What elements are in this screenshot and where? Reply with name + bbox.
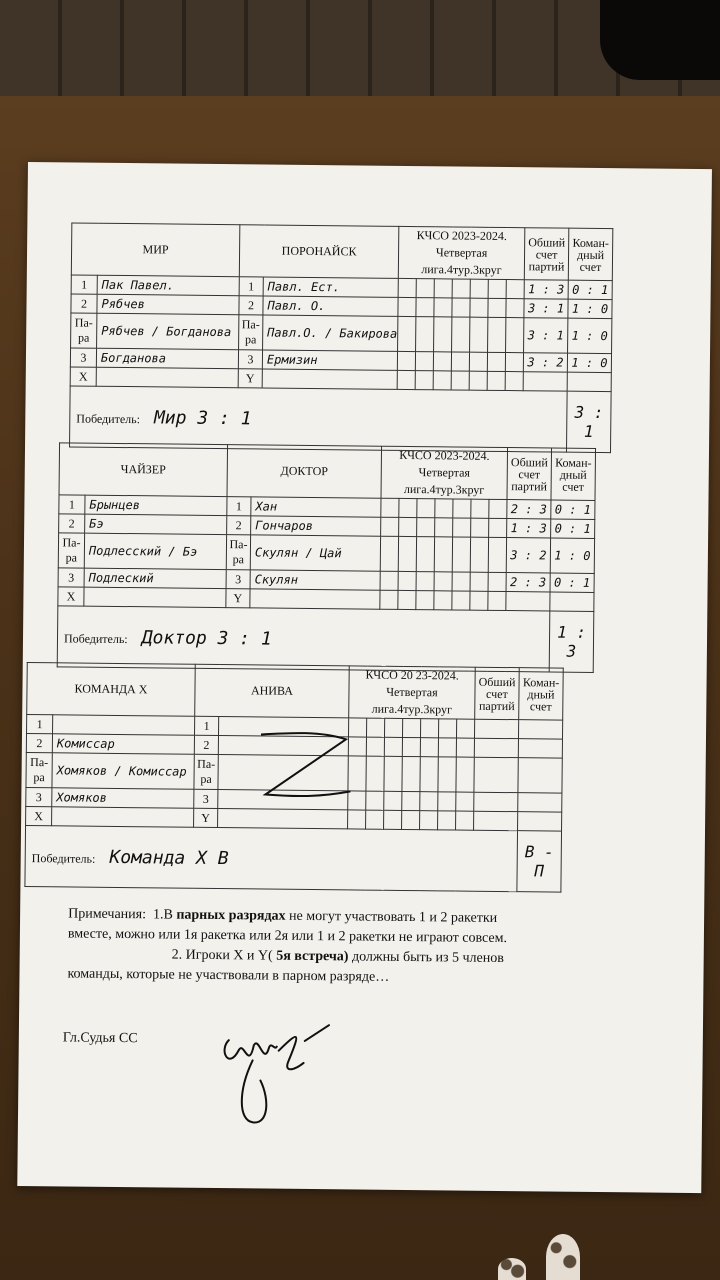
game-score-cell: [397, 351, 415, 370]
game-score-cell: [384, 718, 402, 737]
total-score: [474, 811, 518, 830]
total-score: [474, 792, 518, 811]
tournament-title: КЧСО 2023-2024. Четвертая лига.4тур.3круг: [398, 226, 525, 279]
game-score-cell: [415, 371, 433, 390]
game-score-cell: [505, 372, 523, 391]
player-a-name: [52, 807, 194, 827]
game-score-cell: [470, 317, 488, 352]
game-score-cell: [420, 792, 438, 811]
player-a-number: 2: [26, 734, 52, 753]
team-a-name: ЧАЙЗЕР: [59, 443, 228, 497]
player-b-name: [262, 369, 397, 389]
winner-row: [57, 606, 550, 672]
winner-row: [25, 826, 518, 892]
crossed-out-mark: [250, 724, 361, 805]
col-total-header: Обший счет партий: [524, 228, 569, 280]
score-sheet: [17, 162, 712, 1193]
player-b-name: Ермизин: [262, 350, 397, 370]
game-score-cell: [489, 499, 507, 518]
game-score-cell: [402, 810, 420, 829]
total-score: [523, 372, 567, 391]
game-score-cell: [435, 518, 453, 537]
game-score-cell: [402, 756, 420, 791]
game-score-cell: [471, 499, 489, 518]
game-score-cell: [487, 352, 505, 371]
game-score-cell: [381, 498, 399, 517]
judge-label: Гл.Судья СС: [62, 1030, 138, 1047]
winner-row: [70, 386, 568, 452]
game-score-cell: [398, 590, 416, 609]
winner-value: Доктор 3 : 1: [141, 626, 272, 650]
game-score-cell: [452, 298, 470, 317]
game-score-cell: [366, 810, 384, 829]
game-score-cell: [438, 811, 456, 830]
notes-line1-post: не могут участвовать 1 и 2 ракетки: [285, 908, 498, 926]
game-score-cell: [402, 791, 420, 810]
team-a-name: МИР: [71, 223, 240, 277]
player-a-number: 1: [59, 495, 85, 514]
team-a-name: КОМАНДА Х: [27, 663, 196, 717]
game-score-cell: [398, 297, 416, 316]
player-a-number: 1: [71, 275, 97, 294]
game-score-cell: [434, 572, 452, 591]
judge-signature: [208, 1010, 339, 1131]
player-b-number: 2: [227, 516, 251, 535]
game-score-cell: [470, 537, 488, 572]
game-score-cell: [420, 811, 438, 830]
game-score-cell: [469, 352, 487, 371]
game-score-cell: [488, 317, 506, 352]
game-score-cell: [433, 371, 451, 390]
game-score-cell: [451, 352, 469, 371]
match-block-3: [24, 662, 563, 893]
team-score: 1 : 0: [550, 538, 594, 573]
game-score-cell: [452, 591, 470, 610]
table-row: [58, 533, 594, 574]
game-score-cell: [366, 737, 384, 756]
game-score-cell: [451, 371, 469, 390]
game-score-cell: [397, 370, 415, 389]
game-score-cell: [456, 738, 474, 757]
player-a-name: Подлесский / Бэ: [84, 533, 226, 569]
total-score: [474, 757, 518, 792]
game-score-cell: [399, 498, 417, 517]
player-a-name: Рябчев: [97, 294, 239, 314]
game-score-cell: [420, 719, 438, 738]
player-a-name: Комиссар: [52, 734, 194, 754]
player-b-number: 3: [226, 570, 250, 589]
game-score-cell: [452, 279, 470, 298]
player-b-number: Y: [238, 369, 262, 388]
team-score: 0 : 1: [551, 500, 595, 519]
game-score-cell: [434, 591, 452, 610]
winner-value: Мир 3 : 1: [153, 406, 252, 429]
game-score-cell: [452, 572, 470, 591]
game-score-cell: [416, 537, 434, 572]
game-score-cell: [487, 371, 505, 390]
notes-line3-post: должны быть из 5 членов: [348, 949, 504, 967]
game-score-cell: [398, 536, 416, 571]
team-b-name: ПОРОНАЙСК: [239, 225, 399, 279]
game-score-cell: [453, 518, 471, 537]
player-b-name: [250, 589, 380, 609]
notes-line1-bold: парных разрядах: [176, 907, 286, 924]
game-score-cell: [434, 298, 452, 317]
game-score-cell: [381, 517, 399, 536]
game-score-cell: [506, 318, 524, 353]
total-score: 1 : 3: [507, 519, 551, 538]
game-score-cell: [488, 298, 506, 317]
game-score-cell: [398, 571, 416, 590]
game-score-cell: [456, 811, 474, 830]
team-score: 1 : 0: [568, 318, 612, 353]
team-score: [550, 592, 594, 611]
game-score-cell: [384, 791, 402, 810]
team-score: 1 : 0: [567, 353, 611, 372]
game-score-cell: [452, 317, 470, 352]
game-score-cell: [434, 279, 452, 298]
game-score-cell: [453, 499, 471, 518]
game-score-cell: [435, 499, 453, 518]
game-score-cell: [416, 591, 434, 610]
team-b-name: ДОКТОР: [227, 445, 382, 499]
player-a-name: [96, 367, 238, 387]
player-b-number: 3: [238, 350, 262, 369]
player-a-number: 3: [70, 348, 96, 367]
game-score-cell: [417, 518, 435, 537]
total-score: [474, 719, 518, 738]
match-block-2: [57, 442, 596, 673]
game-score-cell: [402, 737, 420, 756]
total-score: 3 : 2: [523, 353, 567, 372]
player-b-number: 1: [239, 277, 263, 296]
game-score-cell: [488, 572, 506, 591]
game-score-cell: [470, 279, 488, 298]
game-score-cell: [456, 792, 474, 811]
game-score-cell: [438, 738, 456, 757]
winner-label: Победитель:: [63, 630, 128, 646]
total-score: [506, 592, 550, 611]
notes-line2: вместе, можно или 1я ракетка или 2я или 1 и 2 ракетки не играют совсем.: [67, 926, 508, 947]
final-score: 3 : 1: [567, 391, 612, 452]
game-score-cell: [488, 591, 506, 610]
player-b-number: Па-ра: [194, 754, 218, 789]
notes-line4: команды, которые не участвовали в парном разряде…: [67, 966, 390, 985]
game-score-cell: [380, 590, 398, 609]
player-b-name: Павл. Ест.: [263, 277, 398, 297]
col-team-header: Коман-дный счет: [551, 448, 596, 500]
player-a-number: 1: [27, 715, 53, 734]
game-score-cell: [471, 518, 489, 537]
notes: [67, 904, 628, 990]
player-b-number: Па-ра: [226, 535, 250, 570]
game-score-cell: [366, 756, 384, 791]
player-b-number: 2: [239, 296, 263, 315]
game-score-cell: [402, 718, 420, 737]
team-b-name: АНИВА: [195, 664, 350, 718]
tournament-title: КЧСО 20 23-2024. Четвертая лига.4тур.3круг: [349, 666, 476, 719]
game-score-cell: [452, 537, 470, 572]
player-b-number: 1: [227, 497, 251, 516]
team-score: [518, 739, 562, 758]
game-score-cell: [489, 518, 507, 537]
game-score-cell: [384, 737, 402, 756]
total-score: 2 : 3: [507, 500, 551, 519]
player-a-name: [84, 587, 226, 607]
col-team-header: Коман-дный счет: [519, 668, 564, 720]
team-score: [518, 758, 562, 793]
game-score-cell: [505, 353, 523, 372]
game-score-cell: [399, 517, 417, 536]
game-score-cell: [384, 810, 402, 829]
notes-line3-pre: 2. Игроки X и Y(: [171, 947, 277, 964]
game-score-cell: [420, 757, 438, 792]
player-b-number: Y: [226, 589, 250, 608]
team-score: [567, 372, 611, 391]
game-score-cell: [456, 757, 474, 792]
player-a-number: X: [26, 807, 52, 826]
team-score: [518, 720, 562, 739]
total-score: 2 : 3: [506, 573, 550, 592]
player-b-name: Скулян: [250, 570, 380, 590]
team-score: 1 : 0: [568, 299, 612, 318]
player-b-number: 2: [194, 735, 218, 754]
total-score: 3 : 2: [506, 538, 550, 573]
game-score-cell: [416, 572, 434, 591]
game-score-cell: [470, 591, 488, 610]
game-score-cell: [506, 280, 524, 299]
player-a-number: 2: [59, 514, 85, 533]
match-block-1: [69, 222, 613, 453]
shoe-right: [546, 1234, 580, 1280]
team-score: 0 : 1: [551, 519, 595, 538]
game-score-cell: [384, 756, 402, 791]
player-b-number: Па-ра: [239, 315, 263, 350]
game-score-cell: [488, 279, 506, 298]
notes-line1-pre: 1.В: [152, 907, 177, 923]
game-score-cell: [417, 499, 435, 518]
game-score-cell: [433, 352, 451, 371]
game-score-cell: [415, 352, 433, 371]
player-b-name: Павл.О. / Бакирова: [263, 315, 398, 351]
game-score-cell: [438, 757, 456, 792]
player-a-name: Подлеский: [84, 568, 226, 588]
winner-value: Команда Х В: [109, 846, 229, 869]
total-score: [474, 738, 518, 757]
winner-label: Победитель:: [76, 411, 141, 426]
player-a-name: Брынцев: [85, 495, 227, 515]
player-a-number: X: [70, 367, 96, 386]
player-a-name: Хомяков / Комиссар: [52, 753, 194, 789]
player-b-name: Хан: [251, 497, 381, 517]
col-total-header: Обший счет партий: [475, 667, 520, 719]
game-score-cell: [470, 298, 488, 317]
tournament-title: КЧСО 2023-2024. Четвертая лига.4тур.3круг: [381, 446, 508, 499]
team-score: 0 : 1: [550, 573, 594, 592]
game-score-cell: [380, 536, 398, 571]
total-score: 1 : 3: [524, 280, 568, 299]
table-row: [71, 313, 612, 354]
game-score-cell: [438, 792, 456, 811]
shoe-left: [498, 1258, 526, 1280]
player-b-number: 1: [195, 716, 219, 735]
game-score-cell: [438, 719, 456, 738]
game-score-cell: [416, 279, 434, 298]
game-score-cell: [434, 317, 452, 352]
player-a-number: X: [58, 587, 84, 606]
game-score-cell: [398, 278, 416, 297]
team-score: [518, 812, 562, 831]
game-score-cell: [456, 719, 474, 738]
player-a-name: Бэ: [85, 514, 227, 534]
game-score-cell: [506, 299, 524, 318]
player-a-number: 3: [58, 568, 84, 587]
game-score-cell: [366, 791, 384, 810]
player-a-name: [53, 715, 195, 735]
notes-title: Примечания:: [68, 906, 147, 923]
player-b-number: Y: [194, 808, 218, 827]
game-score-cell: [366, 718, 384, 737]
total-score: 3 : 1: [524, 299, 568, 318]
player-a-number: Па-ра: [26, 753, 52, 788]
game-score-cell: [434, 537, 452, 572]
player-b-name: Павл. О.: [263, 296, 398, 316]
match-table: [57, 442, 596, 673]
player-b-number: 3: [194, 789, 218, 808]
background-shadow: [600, 0, 720, 80]
game-score-cell: [488, 537, 506, 572]
player-a-name: Хомяков: [52, 788, 194, 808]
game-score-cell: [398, 316, 416, 351]
col-team-header: Коман-дный счет: [568, 228, 613, 280]
col-total-header: Обший счет партий: [507, 448, 552, 500]
player-b-name: [218, 809, 348, 829]
game-score-cell: [469, 371, 487, 390]
player-a-name: Пак Павел.: [97, 275, 239, 295]
game-score-cell: [348, 810, 366, 829]
match-table: [69, 222, 613, 453]
player-a-number: Па-ра: [71, 313, 97, 348]
player-b-name: Скулян / Цай: [250, 535, 380, 571]
player-a-number: Па-ра: [58, 533, 84, 568]
player-b-name: Гончаров: [251, 516, 381, 536]
final-score: В - П: [517, 831, 562, 892]
notes-line3-bold: 5я встреча): [276, 948, 349, 965]
game-score-cell: [416, 298, 434, 317]
game-score-cell: [416, 317, 434, 352]
total-score: 3 : 1: [524, 318, 568, 353]
player-a-number: 2: [71, 294, 97, 313]
game-score-cell: [420, 738, 438, 757]
game-score-cell: [380, 571, 398, 590]
team-score: [518, 793, 562, 812]
game-score-cell: [470, 572, 488, 591]
final-score: 1 : 3: [549, 611, 594, 672]
player-a-number: 3: [26, 788, 52, 807]
winner-label: Победитель:: [31, 850, 96, 866]
player-a-name: Рябчев / Богданова: [97, 313, 239, 349]
player-a-name: Богданова: [96, 348, 238, 368]
team-score: 0 : 1: [568, 280, 612, 299]
